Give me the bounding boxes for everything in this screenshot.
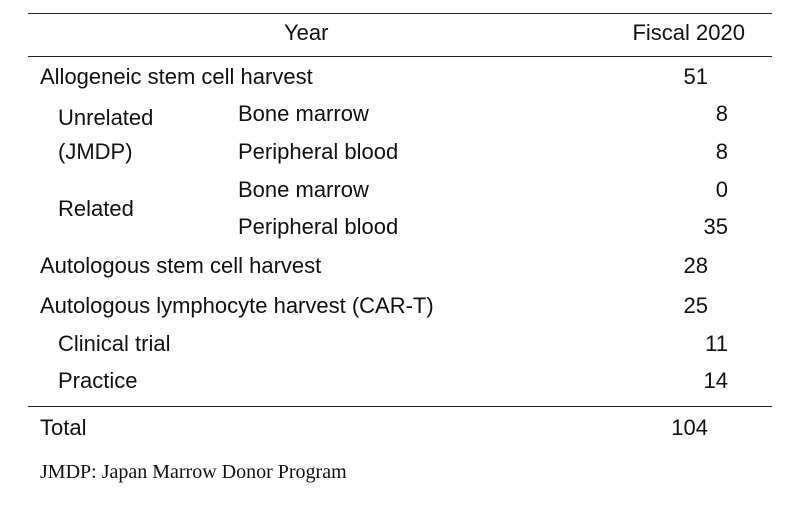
- autologous-stem-value: 28: [683, 253, 708, 278]
- total-label: Total: [40, 415, 87, 440]
- footnote: JMDP: Japan Marrow Donor Program: [40, 461, 347, 483]
- clinical-trial-label: Clinical trial: [58, 331, 171, 356]
- clinical-trial-value: 11: [705, 331, 728, 356]
- unrelated-peripheral-blood-label: Peripheral blood: [238, 139, 399, 164]
- practice-label: Practice: [58, 368, 138, 393]
- related-peripheral-blood-label: Peripheral blood: [238, 214, 399, 239]
- unrelated-bone-marrow-label: Bone marrow: [238, 101, 369, 126]
- unrelated-group-sublabel: (JMDP): [58, 139, 133, 164]
- autologous-stem-label: Autologous stem cell harvest: [40, 253, 322, 278]
- allogeneic-value: 51: [683, 64, 708, 89]
- allogeneic-label: Allogeneic stem cell harvest: [40, 64, 313, 89]
- header-rule: [28, 56, 772, 57]
- total-value: 104: [671, 415, 708, 440]
- related-bone-marrow-value: 0: [715, 177, 728, 202]
- year-header: Year: [284, 20, 329, 45]
- unrelated-bone-marrow-value: 8: [715, 101, 728, 126]
- autologous-lymphocyte-label: Autologous lymphocyte harvest (CAR-T): [40, 293, 434, 318]
- autologous-lymphocyte-value: 25: [683, 293, 708, 318]
- practice-value: 14: [703, 368, 728, 393]
- total-rule: [28, 406, 772, 407]
- fiscal-2020-header: Fiscal 2020: [632, 20, 745, 45]
- unrelated-peripheral-blood-value: 8: [715, 139, 728, 164]
- unrelated-group-label: Unrelated: [58, 105, 154, 130]
- related-peripheral-blood-value: 35: [703, 214, 728, 239]
- related-group-label: Related: [58, 196, 134, 221]
- top-rule: [28, 13, 772, 14]
- related-bone-marrow-label: Bone marrow: [238, 177, 369, 202]
